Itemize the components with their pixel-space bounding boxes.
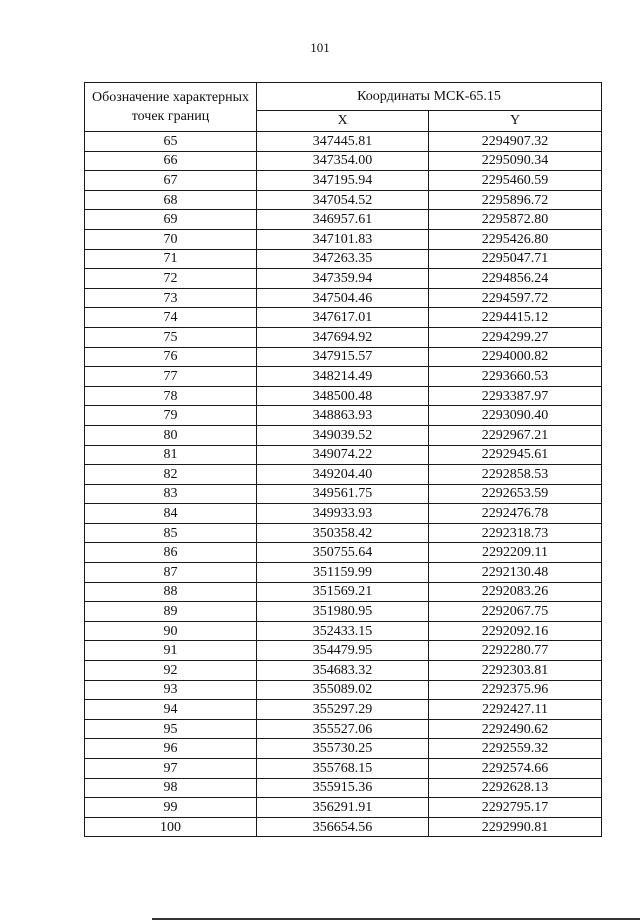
point-cell: 87 <box>85 563 257 583</box>
x-cell: 355089.02 <box>257 680 429 700</box>
point-cell: 66 <box>85 151 257 171</box>
header-coordinate-system: Координаты МСК-65.15 <box>257 83 602 111</box>
x-cell: 349933.93 <box>257 504 429 524</box>
y-cell: 2293660.53 <box>429 367 602 387</box>
table-row <box>85 367 602 387</box>
point-cell: 89 <box>85 602 257 622</box>
y-cell: 2293090.40 <box>429 406 602 426</box>
x-cell: 347504.46 <box>257 288 429 308</box>
table-row <box>85 700 602 720</box>
point-cell: 65 <box>85 132 257 152</box>
y-cell: 2295460.59 <box>429 171 602 191</box>
table-row <box>85 308 602 328</box>
x-cell: 356291.91 <box>257 798 429 818</box>
table-row <box>85 406 602 426</box>
table-row <box>85 778 602 798</box>
table-row <box>85 347 602 367</box>
y-cell: 2292083.26 <box>429 582 602 602</box>
y-cell: 2292574.66 <box>429 759 602 779</box>
point-cell: 84 <box>85 504 257 524</box>
point-cell: 97 <box>85 759 257 779</box>
table-row <box>85 602 602 622</box>
point-cell: 78 <box>85 386 257 406</box>
x-cell: 354479.95 <box>257 641 429 661</box>
y-cell: 2293387.97 <box>429 386 602 406</box>
y-cell: 2292318.73 <box>429 523 602 543</box>
table-row <box>85 484 602 504</box>
x-cell: 351159.99 <box>257 563 429 583</box>
y-cell: 2295090.34 <box>429 151 602 171</box>
table-row <box>85 759 602 779</box>
y-cell: 2292559.32 <box>429 739 602 759</box>
x-cell: 349039.52 <box>257 425 429 445</box>
table-row <box>85 798 602 818</box>
table-row <box>85 229 602 249</box>
y-cell: 2292130.48 <box>429 563 602 583</box>
y-cell: 2292653.59 <box>429 484 602 504</box>
y-cell: 2292427.11 <box>429 700 602 720</box>
table-row <box>85 190 602 210</box>
y-cell: 2292092.16 <box>429 621 602 641</box>
point-cell: 92 <box>85 661 257 681</box>
y-cell: 2292967.21 <box>429 425 602 445</box>
table-header <box>85 83 602 132</box>
y-cell: 2295896.72 <box>429 190 602 210</box>
y-cell: 2292858.53 <box>429 465 602 485</box>
y-cell: 2294856.24 <box>429 269 602 289</box>
y-cell: 2295872.80 <box>429 210 602 230</box>
point-cell: 80 <box>85 425 257 445</box>
header-y: Y <box>429 110 602 131</box>
table-row <box>85 739 602 759</box>
x-cell: 354683.32 <box>257 661 429 681</box>
x-cell: 347617.01 <box>257 308 429 328</box>
point-cell: 82 <box>85 465 257 485</box>
point-cell: 90 <box>85 621 257 641</box>
point-cell: 100 <box>85 817 257 837</box>
x-cell: 350755.64 <box>257 543 429 563</box>
point-cell: 96 <box>85 739 257 759</box>
point-cell: 98 <box>85 778 257 798</box>
x-cell: 347101.83 <box>257 229 429 249</box>
header-row-top <box>85 83 602 111</box>
table-row <box>85 504 602 524</box>
y-cell: 2294299.27 <box>429 327 602 347</box>
x-cell: 346957.61 <box>257 210 429 230</box>
scan-edge-line <box>152 918 640 920</box>
point-cell: 91 <box>85 641 257 661</box>
point-cell: 69 <box>85 210 257 230</box>
x-cell: 348863.93 <box>257 406 429 426</box>
table-row <box>85 680 602 700</box>
point-cell: 85 <box>85 523 257 543</box>
x-cell: 349074.22 <box>257 445 429 465</box>
x-cell: 356654.56 <box>257 817 429 837</box>
y-cell: 2292209.11 <box>429 543 602 563</box>
table-row <box>85 210 602 230</box>
x-cell: 348500.48 <box>257 386 429 406</box>
x-cell: 352433.15 <box>257 621 429 641</box>
coordinates-table <box>84 82 602 837</box>
x-cell: 349204.40 <box>257 465 429 485</box>
point-cell: 99 <box>85 798 257 818</box>
table-row <box>85 132 602 152</box>
table-row <box>85 582 602 602</box>
table-row <box>85 621 602 641</box>
x-cell: 350358.42 <box>257 523 429 543</box>
point-cell: 83 <box>85 484 257 504</box>
point-cell: 68 <box>85 190 257 210</box>
point-cell: 81 <box>85 445 257 465</box>
table-row <box>85 719 602 739</box>
x-cell: 347359.94 <box>257 269 429 289</box>
point-cell: 95 <box>85 719 257 739</box>
header-x: X <box>257 110 429 131</box>
table-row <box>85 543 602 563</box>
y-cell: 2295047.71 <box>429 249 602 269</box>
y-cell: 2295426.80 <box>429 229 602 249</box>
y-cell: 2294907.32 <box>429 132 602 152</box>
y-cell: 2292280.77 <box>429 641 602 661</box>
x-cell: 355730.25 <box>257 739 429 759</box>
point-cell: 74 <box>85 308 257 328</box>
table-row <box>85 288 602 308</box>
x-cell: 351569.21 <box>257 582 429 602</box>
x-cell: 348214.49 <box>257 367 429 387</box>
point-cell: 75 <box>85 327 257 347</box>
y-cell: 2292067.75 <box>429 602 602 622</box>
x-cell: 349561.75 <box>257 484 429 504</box>
table-row <box>85 269 602 289</box>
x-cell: 347354.00 <box>257 151 429 171</box>
point-cell: 93 <box>85 680 257 700</box>
y-cell: 2294415.12 <box>429 308 602 328</box>
table-row <box>85 445 602 465</box>
table-row <box>85 817 602 837</box>
point-cell: 67 <box>85 171 257 191</box>
x-cell: 347195.94 <box>257 171 429 191</box>
x-cell: 355527.06 <box>257 719 429 739</box>
point-cell: 70 <box>85 229 257 249</box>
point-cell: 71 <box>85 249 257 269</box>
x-cell: 347263.35 <box>257 249 429 269</box>
table-row <box>85 661 602 681</box>
point-cell: 72 <box>85 269 257 289</box>
x-cell: 347054.52 <box>257 190 429 210</box>
y-cell: 2292476.78 <box>429 504 602 524</box>
table-row <box>85 641 602 661</box>
table-row <box>85 563 602 583</box>
x-cell: 347915.57 <box>257 347 429 367</box>
table-body <box>85 132 602 837</box>
table-row <box>85 386 602 406</box>
y-cell: 2292303.81 <box>429 661 602 681</box>
x-cell: 355297.29 <box>257 700 429 720</box>
point-cell: 88 <box>85 582 257 602</box>
x-cell: 355915.36 <box>257 778 429 798</box>
y-cell: 2294597.72 <box>429 288 602 308</box>
y-cell: 2292795.17 <box>429 798 602 818</box>
table-row <box>85 171 602 191</box>
table-row <box>85 249 602 269</box>
point-cell: 79 <box>85 406 257 426</box>
y-cell: 2292990.81 <box>429 817 602 837</box>
y-cell: 2294000.82 <box>429 347 602 367</box>
y-cell: 2292945.61 <box>429 445 602 465</box>
table-row <box>85 523 602 543</box>
point-cell: 94 <box>85 700 257 720</box>
table-row <box>85 327 602 347</box>
point-cell: 77 <box>85 367 257 387</box>
page-number: 101 <box>310 40 330 55</box>
x-cell: 347694.92 <box>257 327 429 347</box>
header-points: Обозначение характерных точек границ <box>85 83 257 132</box>
y-cell: 2292375.96 <box>429 680 602 700</box>
y-cell: 2292490.62 <box>429 719 602 739</box>
table-row <box>85 425 602 445</box>
x-cell: 347445.81 <box>257 132 429 152</box>
point-cell: 73 <box>85 288 257 308</box>
table-row <box>85 465 602 485</box>
y-cell: 2292628.13 <box>429 778 602 798</box>
table-row <box>85 151 602 171</box>
point-cell: 76 <box>85 347 257 367</box>
x-cell: 351980.95 <box>257 602 429 622</box>
point-cell: 86 <box>85 543 257 563</box>
x-cell: 355768.15 <box>257 759 429 779</box>
